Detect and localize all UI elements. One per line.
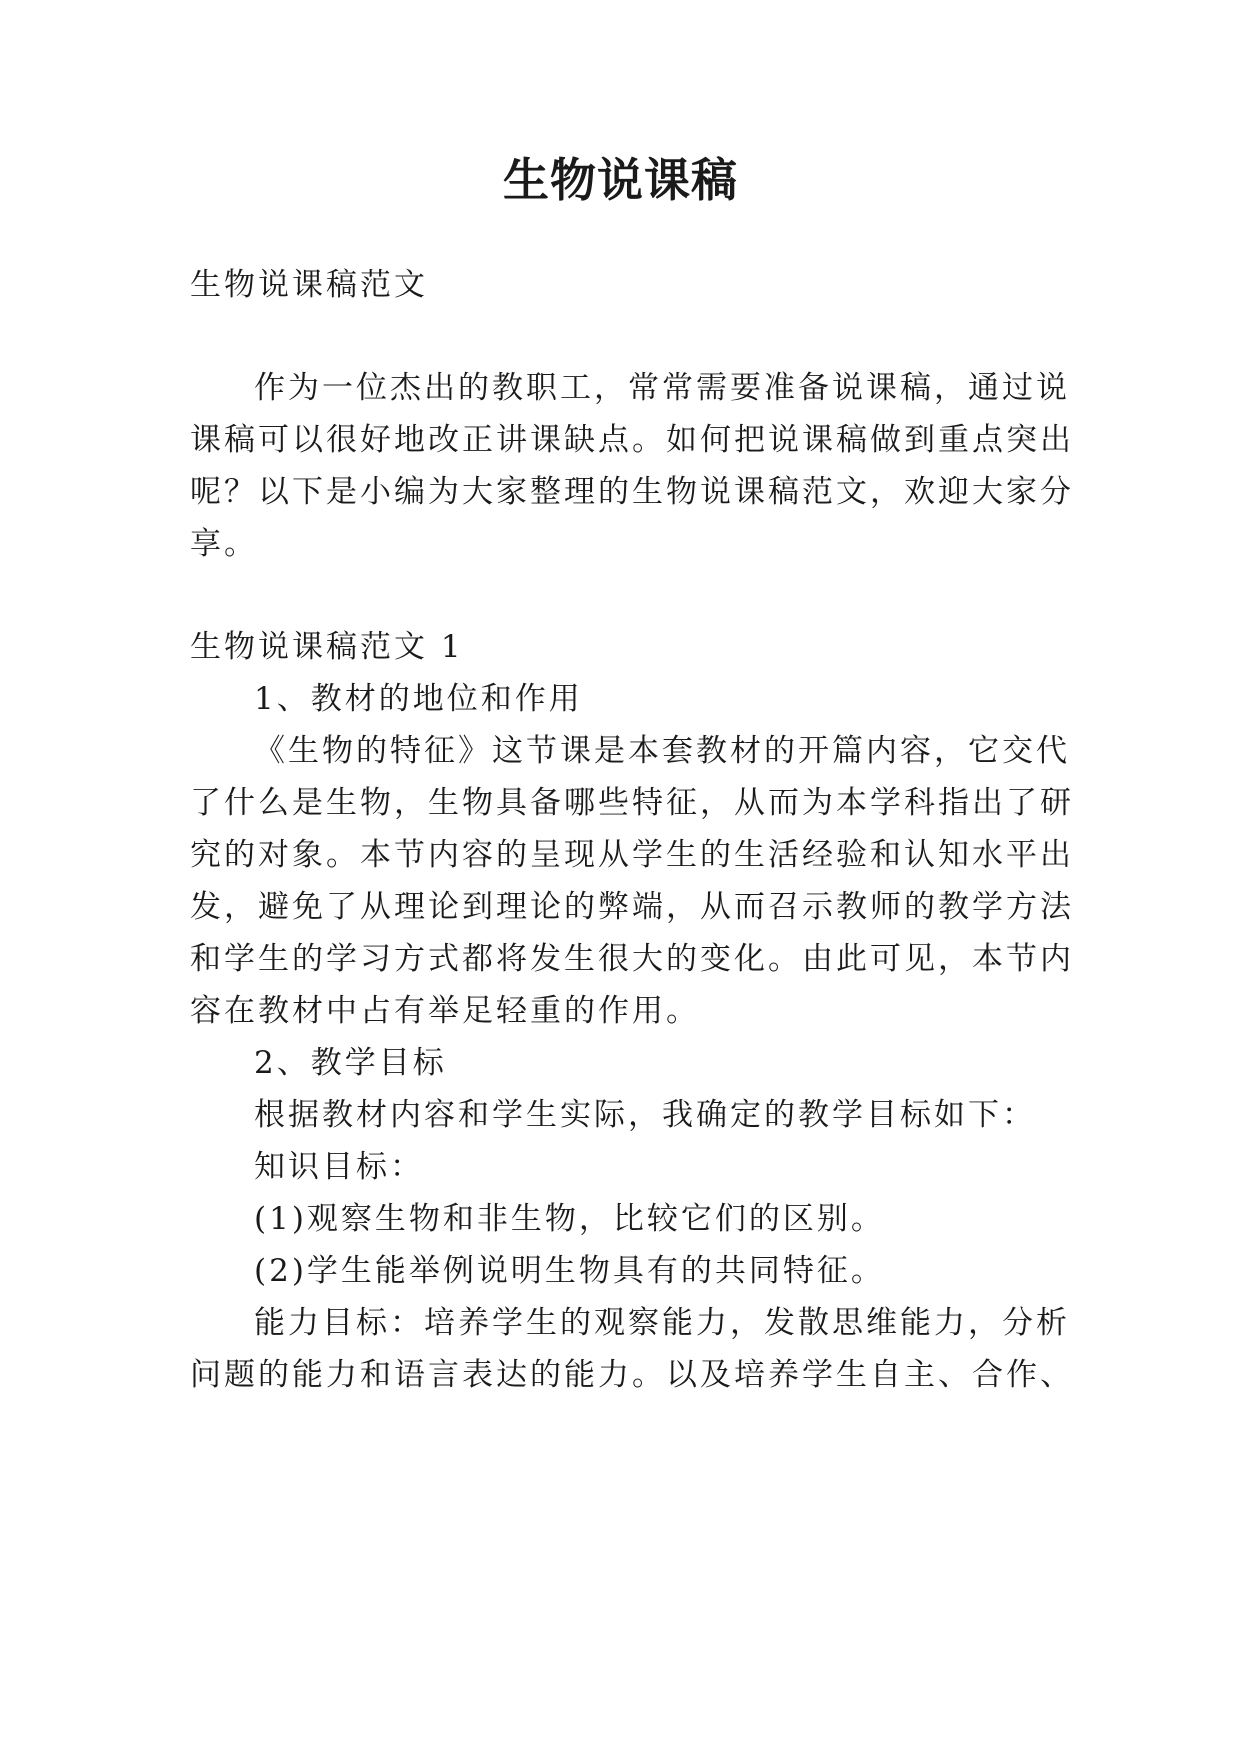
item1-line-3: 究的对象。本节内容的呈现从学生的生活经验和认知水平出 [190,837,1074,873]
intro-line-3: 呢？以下是小编为大家整理的生物说课稿范文，欢迎大家分 [190,474,1074,510]
item1-line-6: 容在教材中占有举足轻重的作用。 [190,993,700,1029]
document-title: 生物说课稿 [503,153,738,207]
document-subtitle: 生物说课稿范文 [190,267,428,303]
item1-line-4: 发，避免了从理论到理论的弊端，从而召示教师的教学方法 [190,889,1074,925]
intro-line-4: 享。 [190,526,258,562]
intro-line-2: 课稿可以很好地改正讲课缺点。如何把说课稿做到重点突出 [190,422,1074,458]
knowledge-item-2: (2)学生能举例说明生物具有的共同特征。 [254,1253,885,1289]
knowledge-label: 知识目标： [254,1149,424,1185]
ability-line-1: 能力目标：培养学生的观察能力，发散思维能力，分析 [254,1305,1070,1341]
intro-line-1: 作为一位杰出的教职工，常常需要准备说课稿，通过说 [254,370,1070,406]
goal-intro: 根据教材内容和学生实际，我确定的教学目标如下： [254,1097,1036,1133]
item2-heading: 2、教学目标 [254,1045,447,1081]
item1-line-1: 《生物的特征》这节课是本套教材的开篇内容，它交代 [254,733,1070,769]
item1-line-5: 和学生的学习方式都将发生很大的变化。由此可见，本节内 [190,941,1074,977]
section-heading: 生物说课稿范文 1 [190,629,464,665]
item1-line-2: 了什么是生物，生物具备哪些特征，从而为本学科指出了研 [190,785,1074,821]
knowledge-item-1: (1)观察生物和非生物，比较它们的区别。 [254,1201,885,1237]
ability-line-2: 问题的能力和语言表达的能力。以及培养学生自主、合作、 [190,1357,1074,1393]
item1-heading: 1、教材的地位和作用 [254,681,583,717]
